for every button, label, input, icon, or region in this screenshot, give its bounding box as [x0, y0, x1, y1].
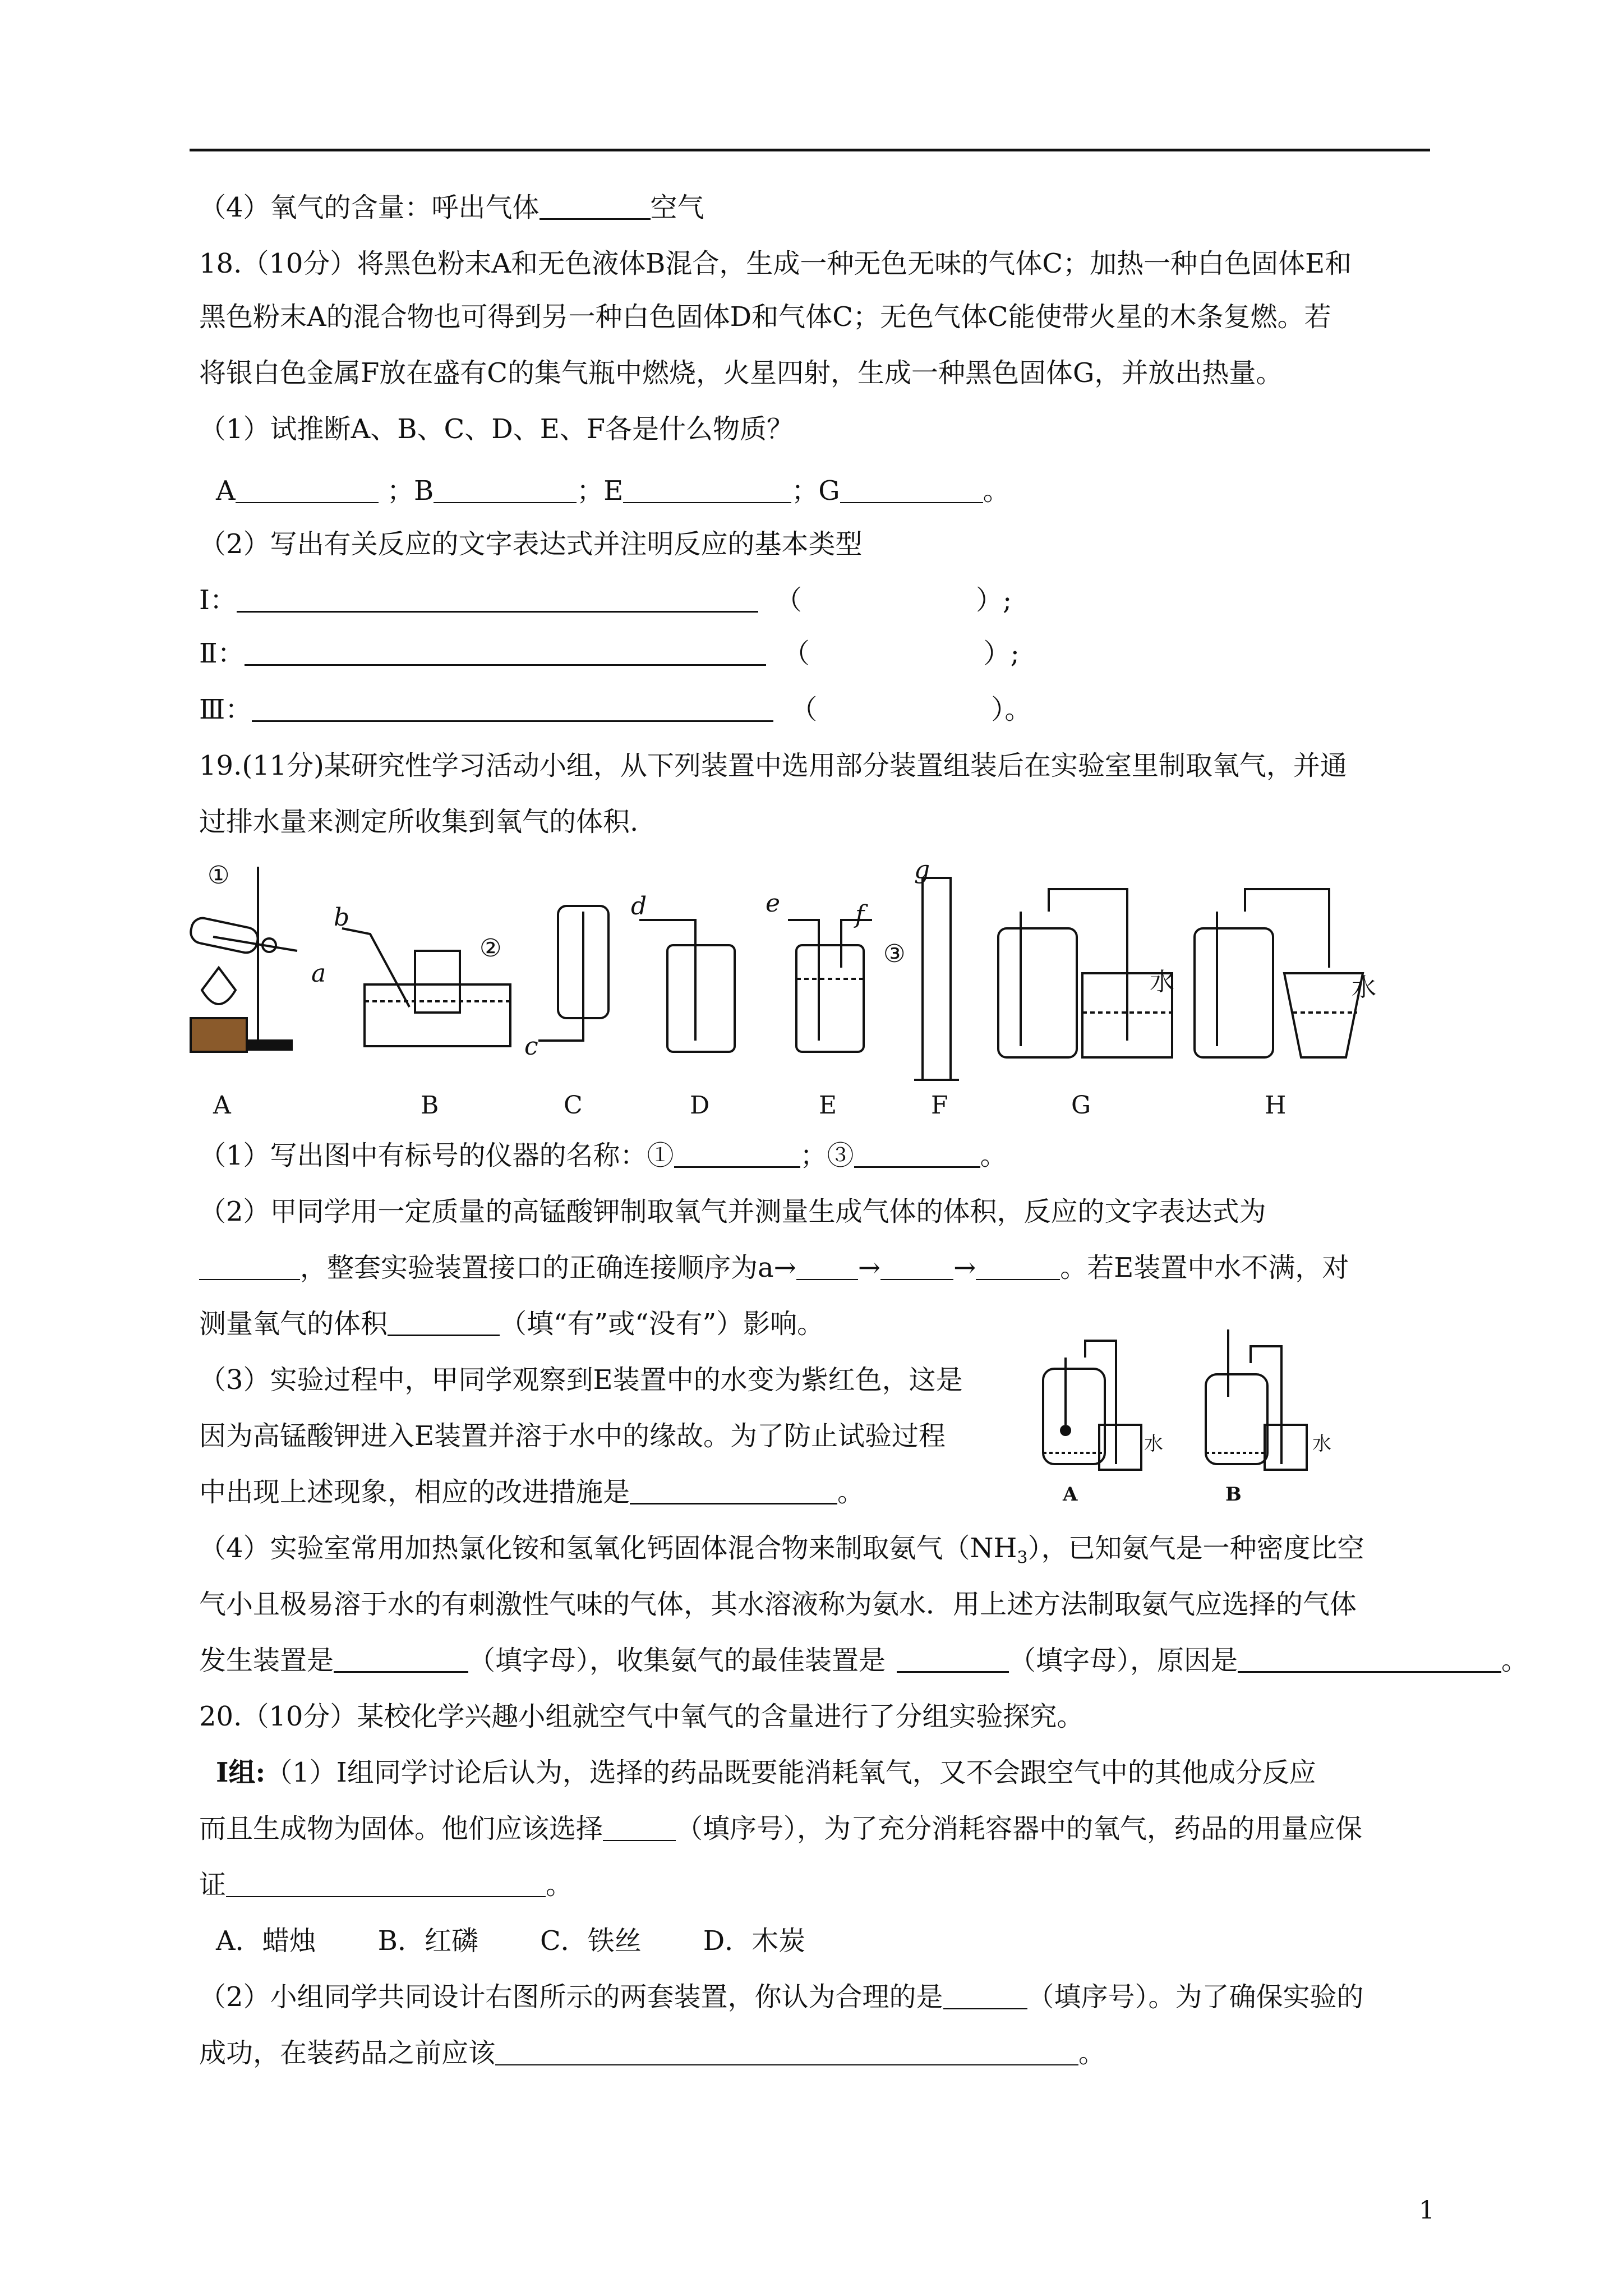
q19-sub-4-collect: （填字母），收集氨气的最佳装置是 — [468, 1645, 886, 1676]
reaction-label-2: Ⅱ： — [199, 638, 245, 669]
q20-group1-choose: 而且生成物为固体。他们应该选择 — [199, 1813, 603, 1844]
water-label-g: 水 — [1150, 968, 1174, 996]
q17-4-line — [199, 191, 704, 224]
option-b: B．红磷 — [377, 1925, 478, 1957]
answer-end: 。 — [983, 475, 1010, 507]
q19-sub-1-end: 。 — [980, 1140, 1007, 1171]
q19-sub-2-volume: 测量氧气的体积 — [199, 1308, 388, 1340]
q20-sub-2-text: （2）小组同学共同设计右图所示的两套装置，你认为合理的是 — [199, 1981, 943, 2013]
fig-label-f: F — [931, 1091, 948, 1119]
q20-group1-line-2 — [199, 1812, 1362, 1846]
answer-blank-port-1[interactable] — [796, 1252, 858, 1280]
mark-1: ① — [208, 861, 230, 890]
answer-blank-g[interactable] — [840, 475, 983, 503]
mark-3: ③ — [883, 940, 906, 968]
port-e: e — [766, 889, 781, 918]
answer-blank-expression[interactable] — [199, 1252, 300, 1280]
q17-4-text: （4）氧气的含量：呼出气体 — [199, 192, 540, 223]
answer-blank-reason[interactable] — [1238, 1644, 1501, 1673]
q20-sub-2-tail: （填序号）。为了确保实验的 — [1027, 1981, 1364, 2013]
answer-blank-collector[interactable] — [897, 1644, 1009, 1673]
water-label-h: 水 — [1352, 973, 1376, 1002]
fig-label-d: D — [690, 1091, 710, 1119]
answer-label-b: ；B — [386, 475, 434, 507]
q20-sub-2-line-1 — [199, 1980, 1364, 2014]
port-c: c — [524, 1032, 538, 1061]
option-d: D．木炭 — [703, 1925, 806, 1957]
port-g: g — [914, 855, 930, 884]
answer-blank-port-2[interactable] — [880, 1252, 953, 1280]
header-rule — [190, 149, 1430, 151]
q20-group1-end: 。 — [546, 1869, 573, 1901]
answer-blank-effect[interactable] — [388, 1308, 500, 1336]
q19-sub-1-mid: ；③ — [800, 1140, 854, 1171]
subscript-3: 3 — [1017, 1548, 1028, 1568]
q19-sub-3-line-2: 因为高锰酸钾进入E装置并溶于水中的缘故。为了防止试验过程 — [199, 1420, 946, 1452]
q19-sub-4-line-3 — [199, 1644, 1528, 1677]
option-c: C．铁丝 — [540, 1925, 642, 1957]
q20-line-1: 20.（10分）某校化学兴趣小组就空气中氧气的含量进行了分组实验探究。 — [199, 1701, 1084, 1732]
q19-sub-3-line-3 — [199, 1475, 864, 1509]
answer-label-e: ；E — [577, 475, 624, 507]
reaction-blank-3[interactable] — [252, 693, 773, 722]
answer-blank-amount[interactable] — [226, 1869, 546, 1897]
q19-sub-1-text: （1）写出图中有标号的仪器的名称：① — [199, 1140, 674, 1171]
q20-sub-2-before: 成功，在装药品之前应该 — [199, 2037, 496, 2069]
fig-label-e: E — [819, 1091, 837, 1119]
answer-label-g: ；G — [791, 475, 840, 507]
q19-line-1: 19.(11分)某研究性学习活动小组，从下列装置中选用部分装置组装后在实验室里制取氧气，并通 — [199, 750, 1347, 781]
small-fig-label-b: B — [1225, 1483, 1242, 1506]
q19-sub-3-end: 。 — [837, 1476, 865, 1508]
paren-open-1: （ — [774, 585, 802, 616]
mark-2: ② — [479, 934, 502, 963]
port-b: b — [334, 903, 350, 932]
q19-sub-4-line-2: 气小且极易溶于水的有刺激性气味的气体，其水溶液称为氨水．用上述方法制取氨气应选择的气体 — [199, 1589, 1357, 1620]
reaction-line-3 — [199, 693, 1031, 726]
answer-blank-reasonable[interactable] — [943, 1981, 1027, 2009]
answer-blank-a[interactable] — [236, 475, 379, 503]
answer-blank[interactable] — [540, 191, 651, 220]
q17-4-tail: 空气 — [650, 192, 704, 223]
q19-sub-4-text: （4）实验室常用加热氯化铵和氢氧化钙固体混合物来制取氨气（NH — [199, 1533, 1017, 1564]
q19-sub-4-reason: （填字母），原因是 — [1009, 1645, 1238, 1676]
q18-line-1: 18.（10分）将黑色粉末A和无色液体B混合，生成一种无色无味的气体C；加热一种白色固体E和 — [199, 248, 1352, 279]
q19-sub-3-text: 中出现上述现象，相应的改进措施是 — [199, 1476, 630, 1508]
small-fig-label-a: A — [1063, 1483, 1078, 1506]
fig-label-b: B — [421, 1091, 439, 1119]
answer-label-a: A — [216, 475, 236, 507]
answer-blank-port-3[interactable] — [976, 1252, 1060, 1280]
fig-label-g: G — [1071, 1091, 1091, 1119]
q19-sub-2-order-text: ，整套实验装置接口的正确连接顺序为a→ — [300, 1252, 796, 1283]
answer-blank-mark3[interactable] — [854, 1139, 980, 1168]
oxygen-content-figure — [1032, 1324, 1346, 1509]
q20-sub-2-end: 。 — [1078, 2037, 1106, 2069]
answer-blank-b[interactable] — [434, 475, 577, 503]
q19-sub-1 — [199, 1139, 1007, 1172]
paren-close-1: ）; — [975, 585, 1012, 616]
paren-open-2: （ — [782, 638, 810, 669]
q20-sub-2-line-2 — [199, 2036, 1105, 2070]
q18-answers-line — [216, 474, 1010, 508]
small-fig-water-a: 水 — [1144, 1433, 1163, 1455]
q20-group1-ensure: 证 — [199, 1869, 227, 1901]
answer-blank-improvement[interactable] — [630, 1476, 837, 1504]
q20-group1-line-1 — [216, 1756, 1316, 1789]
paren-close-2: ）; — [983, 638, 1020, 669]
q19-sub-2-line-3 — [199, 1307, 824, 1341]
paren-open-3: （ — [790, 694, 818, 725]
q19-sub-4-end: 。 — [1501, 1645, 1529, 1676]
reaction-blank-1[interactable] — [237, 584, 758, 613]
apparatus-figure — [185, 855, 1391, 1119]
q19-sub-2-tail: 。若E装置中水不满，对 — [1060, 1252, 1349, 1283]
q19-sub-3-line-1: （3）实验过程中，甲同学观察到E装置中的水变为紫红色，这是 — [199, 1364, 963, 1396]
q19-sub-4-line-1 — [199, 1531, 1364, 1575]
paren-close-3: ）。 — [991, 694, 1032, 725]
port-a: a — [311, 959, 326, 988]
reaction-blank-2[interactable] — [245, 637, 766, 666]
q19-sub-4-tail: ），已知氨气是一种密度比空 — [1027, 1533, 1364, 1564]
reaction-line-1 — [199, 583, 1012, 617]
reaction-label-1: Ⅰ： — [199, 585, 237, 616]
q19-sub-2-line-2 — [199, 1251, 1349, 1285]
answer-blank-before[interactable] — [495, 2037, 1078, 2065]
q18-sub-2: （2）写出有关反应的文字表达式并注明反应的基本类型 — [199, 528, 863, 560]
q18-line-2: 黑色粉末A的混合物也可得到另一种白色固体D和气体C；无色气体C能使带火星的木条复燃。若 — [199, 301, 1331, 333]
option-a: A．蜡烛 — [216, 1925, 316, 1957]
q20-group1-text: （1）Ⅰ组同学讨论后认为，选择的药品既要能消耗氧气，又不会跟空气中的其他成分反应 — [265, 1757, 1316, 1788]
fig-label-a: A — [213, 1091, 231, 1119]
answer-blank-choice[interactable] — [603, 1813, 676, 1841]
port-f: f — [855, 900, 865, 929]
arrow-1: → — [857, 1252, 881, 1283]
q19-sub-2-volume-tail: （填“有”或“没有”）影响。 — [500, 1308, 824, 1340]
group-1-label: Ⅰ组: — [216, 1757, 266, 1788]
reaction-line-2 — [199, 637, 1020, 670]
q19-line-2: 过排水量来测定所收集到氧气的体积. — [199, 806, 639, 838]
small-fig-water-b: 水 — [1312, 1433, 1331, 1455]
q20-group1-line-3 — [199, 1868, 573, 1902]
fig-label-h: H — [1265, 1091, 1287, 1119]
port-d: d — [631, 892, 647, 921]
page-number: 1 — [1419, 2196, 1435, 2225]
options-line — [216, 1924, 805, 1958]
q20-group1-choose-tail: （填序号），为了充分消耗容器中的氧气，药品的用量应保 — [676, 1813, 1363, 1844]
answer-blank-mark1[interactable] — [674, 1139, 800, 1168]
q19-sub-4-gen: 发生装置是 — [199, 1645, 334, 1676]
fig-label-c: C — [564, 1091, 583, 1119]
answer-blank-e[interactable] — [623, 475, 791, 503]
q19-sub-2-line-1: （2）甲同学用一定质量的高锰酸钾制取氧气并测量生成气体的体积，反应的文字表达式为 — [199, 1196, 1266, 1227]
answer-blank-generator[interactable] — [334, 1644, 468, 1673]
arrow-2: → — [953, 1252, 976, 1283]
q18-line-3: 将银白色金属F放在盛有C的集气瓶中燃烧，火星四射，生成一种黑色固体G，并放出热量。 — [199, 357, 1283, 389]
q18-sub-1: （1）试推断A、B、C、D、E、F各是什么物质？ — [199, 413, 794, 445]
reaction-label-3: Ⅲ： — [199, 694, 252, 725]
